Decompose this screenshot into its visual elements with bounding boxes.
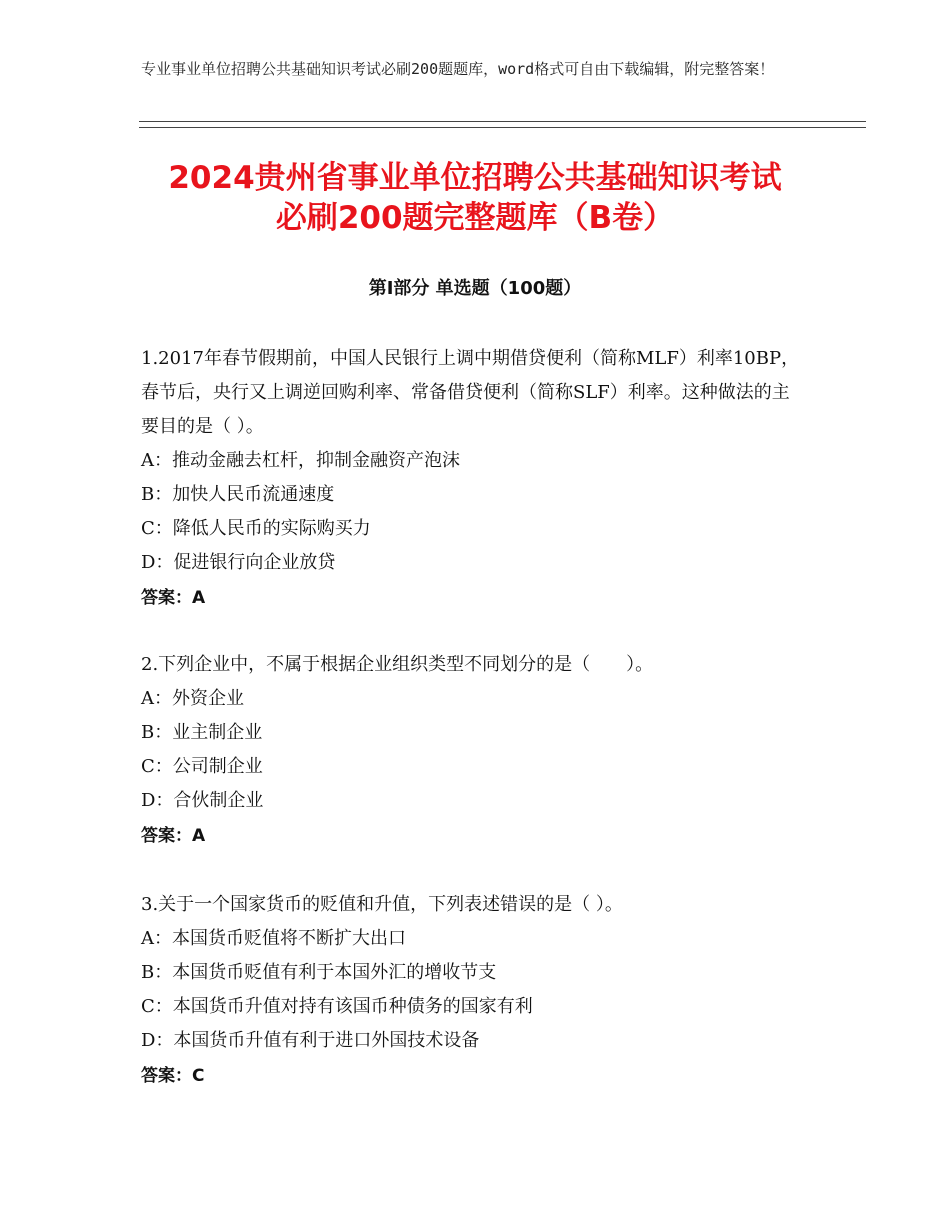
question-stem: 2.下列企业中，不属于根据企业组织类型不同划分的是（ ）。: [141, 654, 654, 675]
answer: 答案：C: [141, 1066, 205, 1086]
question-stem: 1.2017年春节假期前，中国人民银行上调中期借贷便利（简称MLF）利率10BP，春节后，央行又上调逆回购利率、常备借贷便利（简称SLF）利率。这种做法的主要目的是（ ）。: [141, 348, 800, 437]
document-title-line-1: 2024贵州省事业单位招聘公共基础知识考试: [168, 160, 782, 196]
option-b: B：业主制企业: [141, 722, 263, 743]
section-heading: 第Ⅰ部分 单选题（100题）: [368, 278, 582, 299]
header-note: 专业事业单位招聘公共基础知识考试必刷200题题库，word格式可自由下载编辑，附完整答案！: [141, 60, 775, 78]
document-title: [100, 158, 850, 238]
question-2: [141, 648, 801, 854]
option-b: B：加快人民币流通速度: [141, 484, 335, 505]
option-a: A：本国货币贬值将不断扩大出口: [141, 928, 406, 949]
answer: 答案：A: [141, 588, 206, 608]
question-1: [141, 342, 801, 616]
option-c: C：降低人民币的实际购买力: [141, 518, 371, 539]
option-c: C：本国货币升值对持有该国币种债务的国家有利: [141, 996, 533, 1017]
question-stem: 3.关于一个国家货币的贬值和升值，下列表述错误的是（ ）。: [141, 894, 623, 915]
option-b: B：本国货币贬值有利于本国外汇的增收节支: [141, 962, 497, 983]
question-3: [141, 888, 801, 1094]
option-d: D：合伙制企业: [141, 790, 264, 811]
option-a: A：推动金融去杠杆，抑制金融资产泡沫: [141, 450, 460, 471]
option-d: D：促进银行向企业放贷: [141, 552, 336, 573]
option-d: D：本国货币升值有利于进口外国技术设备: [141, 1030, 480, 1051]
document-title-line-2: 必刷200题完整题库（B卷）: [275, 200, 675, 236]
option-a: A：外资企业: [141, 688, 244, 709]
header-divider: [139, 121, 866, 128]
option-c: C：公司制企业: [141, 756, 263, 777]
answer: 答案：A: [141, 826, 206, 846]
